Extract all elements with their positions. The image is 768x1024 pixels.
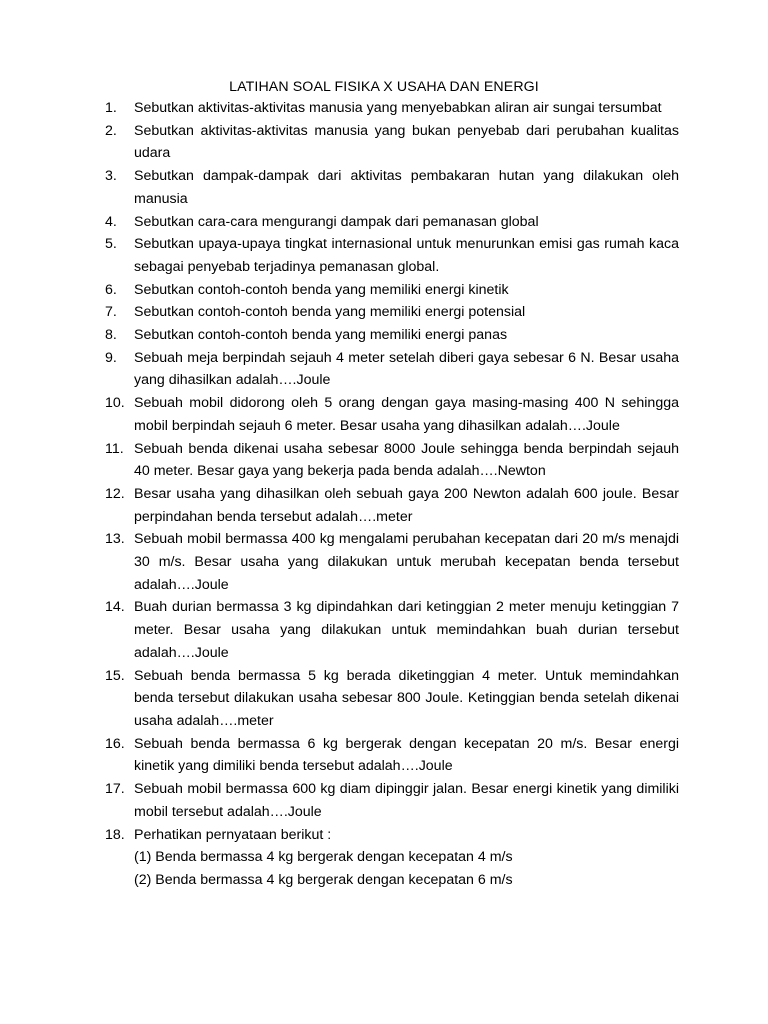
question-item (105, 438, 679, 483)
question-number: 14. (105, 599, 125, 616)
question-number: 12. (105, 485, 125, 502)
question-item (105, 483, 679, 528)
question-item (105, 279, 679, 302)
question-number: 8. (105, 327, 117, 344)
question-text: Buah durian bermassa 3 kg dipindahkan dari ketinggian 2 meter menuju ketinggian 7 meter. Besar usaha yang dilakukan untuk memindahkan buah durian tersebut adalah….Joule (134, 599, 679, 661)
question-item (105, 97, 679, 120)
question-list (105, 97, 679, 892)
question-item (105, 324, 679, 347)
question-number: 11. (105, 440, 124, 457)
question-text: Sebutkan dampak-dampak dari aktivitas pembakaran hutan yang dilakukan oleh manusia (134, 168, 679, 207)
question-text: Sebutkan contoh-contoh benda yang memiliki energi potensial (134, 304, 526, 321)
question-number: 7. (105, 304, 117, 321)
question-text: Sebutkan cara-cara mengurangi dampak dari pemanasan global (134, 213, 539, 230)
question-number: 9. (105, 349, 117, 366)
question-text: Sebuah benda dikenai usaha sebesar 8000 Joule sehingga benda berpindah sejauh 40 meter. Besar gaya yang bekerja pada benda adalah….Newton (134, 440, 679, 480)
question-text: Perhatikan pernyataan berikut : (134, 826, 332, 843)
question-text: Sebutkan aktivitas-aktivitas manusia yang menyebabkan aliran air sungai tersumbat (134, 100, 662, 116)
question-item (105, 301, 679, 324)
question-text: Sebutkan aktivitas-aktivitas manusia yang bukan penyebab dari perubahan kualitas udara (134, 122, 679, 162)
question-item (105, 778, 679, 823)
question-text: Sebuah mobil bermassa 400 kg mengalami perubahan kecepatan dari 20 m/s menajdi 30 m/s. Besar usaha yang dilakukan untuk merubah kecepatan benda tersebut adalah….Joule (134, 531, 679, 593)
question-number: 5. (105, 236, 117, 253)
question-number: 1. (105, 100, 117, 116)
question-number: 16. (105, 735, 125, 752)
question-number: 6. (105, 281, 117, 298)
question-text: Sebuah benda bermassa 6 kg bergerak dengan kecepatan 20 m/s. Besar energi kinetik yang dimiliki benda tersebut adalah….Joule (134, 735, 679, 775)
question-item (105, 665, 679, 733)
question-text: Sebuah benda bermassa 5 kg berada diketinggian 4 meter. Untuk memindahkan benda tersebut dilakukan usaha sebesar 800 Joule. Ketinggian benda setelah dikenai usaha adalah….meter (134, 667, 679, 729)
question-text: Sebuah meja berpindah sejauh 4 meter setelah diberi gaya sebesar 6 N. Besar usaha yang dihasilkan adalah….Joule (134, 349, 679, 389)
question-number: 13. (105, 531, 125, 548)
question-item (105, 165, 679, 210)
question-text: Sebutkan upaya-upaya tingkat internasional untuk menurunkan emisi gas rumah kaca sebagai penyebab terjadinya pemanasan global. (134, 236, 679, 275)
question-text: Besar usaha yang dihasilkan oleh sebuah gaya 200 Newton adalah 600 joule. Besar perpindahan benda tersebut adalah….meter (134, 485, 679, 525)
question-number: 15. (105, 667, 125, 684)
question-text: Sebutkan contoh-contoh benda yang memiliki energi kinetik (134, 281, 509, 298)
question-number: 17. (105, 781, 125, 798)
question-text: Sebutkan contoh-contoh benda yang memiliki energi panas (134, 327, 508, 344)
question-item (105, 347, 679, 392)
document-title: LATIHAN SOAL FISIKA X USAHA DAN ENERGI (229, 79, 539, 95)
question-number: 3. (105, 168, 117, 185)
question-item (105, 120, 679, 165)
statement-2: (2) Benda bermassa 4 kg bergerak dengan kecepatan 6 m/s (134, 871, 513, 888)
question-item (105, 733, 679, 778)
statement-1: (1) Benda bermassa 4 kg bergerak dengan kecepatan 4 m/s (134, 849, 513, 866)
question-item (105, 596, 679, 664)
question-item (105, 211, 679, 234)
question-number: 18. (105, 826, 125, 843)
question-number: 4. (105, 213, 117, 230)
question-item (105, 233, 679, 278)
question-number: 2. (105, 122, 117, 139)
question-item (105, 824, 679, 892)
question-text: Sebuah mobil bermassa 600 kg diam dipinggir jalan. Besar energi kinetik yang dimiliki mobil tersebut adalah….Joule (134, 781, 679, 820)
question-item (105, 392, 679, 437)
question-number: 10. (105, 395, 125, 412)
question-text: Sebuah mobil didorong oleh 5 orang dengan gaya masing-masing 400 N sehingga mobil berpindah sejauh 6 meter. Besar usaha yang dihasilkan adalah….Joule (134, 395, 679, 434)
question-item (105, 528, 679, 596)
